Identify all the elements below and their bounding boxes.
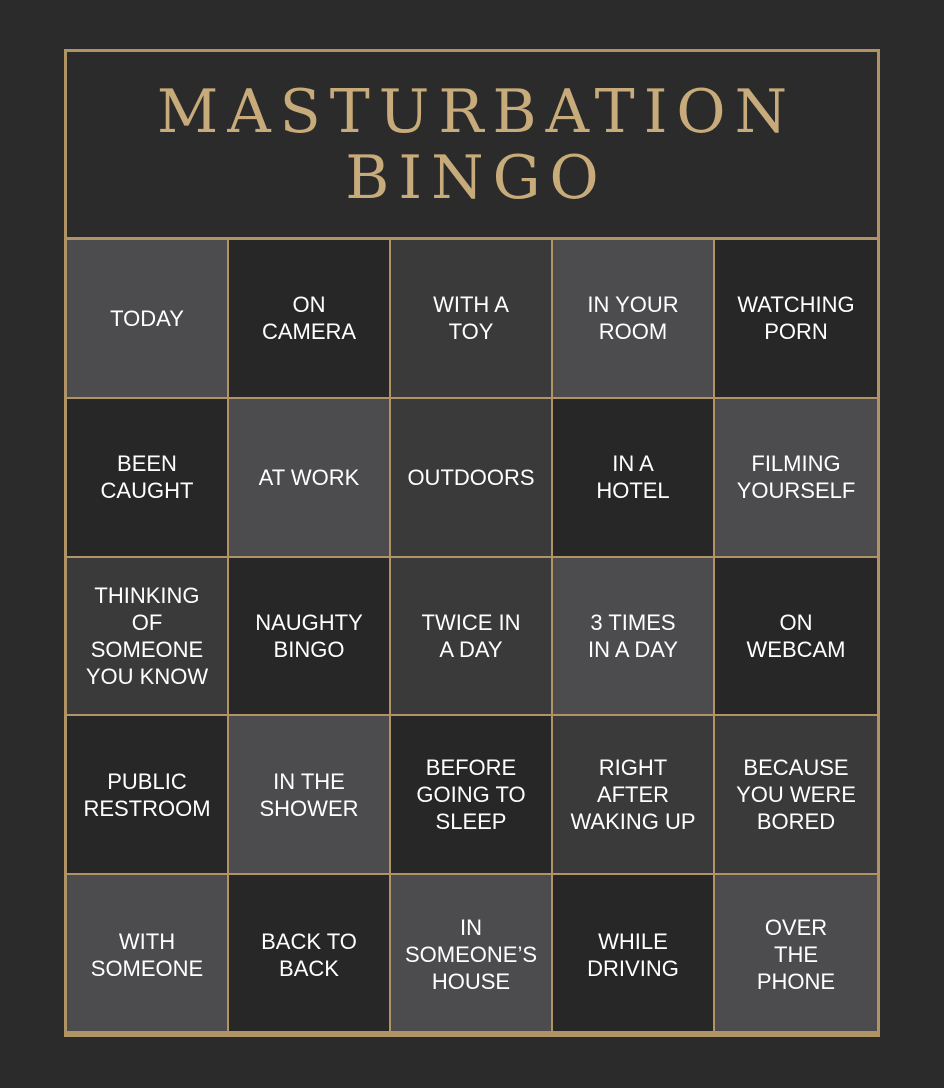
bingo-cell[interactable]	[553, 399, 715, 558]
bingo-cell-label: IN SOMEONE’S HOUSE	[404, 915, 538, 995]
bingo-cell-label: THINKING OF SOMEONE YOU KNOW	[85, 582, 209, 689]
bingo-cell-label: IN THE SHOWER	[259, 768, 359, 821]
bingo-board	[64, 49, 880, 1037]
bingo-cell[interactable]	[715, 399, 877, 558]
bingo-cell[interactable]	[553, 558, 715, 717]
bingo-cell-label: BEFORE GOING TO SLEEP	[416, 755, 526, 835]
bingo-cell[interactable]	[391, 399, 553, 558]
bingo-cell-label: 3 TIMES IN A DAY	[587, 609, 679, 662]
bingo-cell[interactable]	[715, 558, 877, 717]
bingo-cell[interactable]	[715, 875, 877, 1034]
bingo-cell[interactable]	[391, 240, 553, 399]
bingo-cell[interactable]	[229, 716, 391, 875]
bingo-cell-label: WITH A TOY	[433, 292, 509, 345]
bingo-cell[interactable]	[67, 240, 229, 399]
title-line-2: BINGO	[345, 142, 608, 213]
bingo-cell-label: IN A HOTEL	[596, 451, 670, 504]
bingo-cell-label: BEEN CAUGHT	[100, 451, 194, 504]
bingo-cell-label: RIGHT AFTER WAKING UP	[570, 755, 696, 835]
bingo-cell-label: OUTDOORS	[407, 464, 535, 490]
bingo-cell[interactable]	[553, 240, 715, 399]
bingo-cell[interactable]	[67, 399, 229, 558]
bingo-cell-label: AT WORK	[258, 464, 360, 490]
bingo-grid	[67, 240, 877, 1034]
bingo-cell[interactable]	[229, 875, 391, 1034]
bingo-cell-label: PUBLIC RESTROOM	[83, 768, 211, 821]
bingo-cell[interactable]	[391, 558, 553, 717]
bingo-cell[interactable]	[553, 716, 715, 875]
bingo-cell-label: WITH SOMEONE	[90, 928, 204, 981]
bingo-cell-label: WATCHING PORN	[737, 292, 855, 345]
bingo-cell-label: TWICE IN A DAY	[421, 609, 521, 662]
bingo-cell[interactable]	[229, 558, 391, 717]
bingo-cell[interactable]	[715, 240, 877, 399]
bingo-cell-label: IN YOUR ROOM	[587, 292, 679, 345]
bingo-cell-label: BACK TO BACK	[261, 928, 357, 981]
bingo-cell[interactable]	[391, 716, 553, 875]
board-header	[67, 52, 877, 240]
bingo-cell[interactable]	[67, 558, 229, 717]
title-line-1: MASTURBATION	[156, 76, 797, 147]
bingo-cell[interactable]	[67, 875, 229, 1034]
bingo-cell-label: WHILE DRIVING	[587, 928, 679, 981]
bingo-cell[interactable]	[553, 875, 715, 1034]
bingo-cell-label: ON CAMERA	[261, 292, 357, 345]
bingo-cell-label: FILMING YOURSELF	[736, 451, 856, 504]
bingo-cell-label: NAUGHTY BINGO	[255, 609, 363, 662]
bingo-cell[interactable]	[67, 716, 229, 875]
bingo-cell-label: TODAY	[110, 305, 184, 331]
bingo-cell[interactable]	[229, 240, 391, 399]
bingo-cell[interactable]	[391, 875, 553, 1034]
bingo-cell-label: BECAUSE YOU WERE BORED	[736, 755, 856, 835]
bingo-cell[interactable]	[715, 716, 877, 875]
bingo-cell-label: ON WEBCAM	[746, 609, 846, 662]
bottom-border	[67, 1031, 877, 1034]
bingo-cell[interactable]	[229, 399, 391, 558]
bingo-cell-label: OVER THE PHONE	[756, 915, 836, 995]
